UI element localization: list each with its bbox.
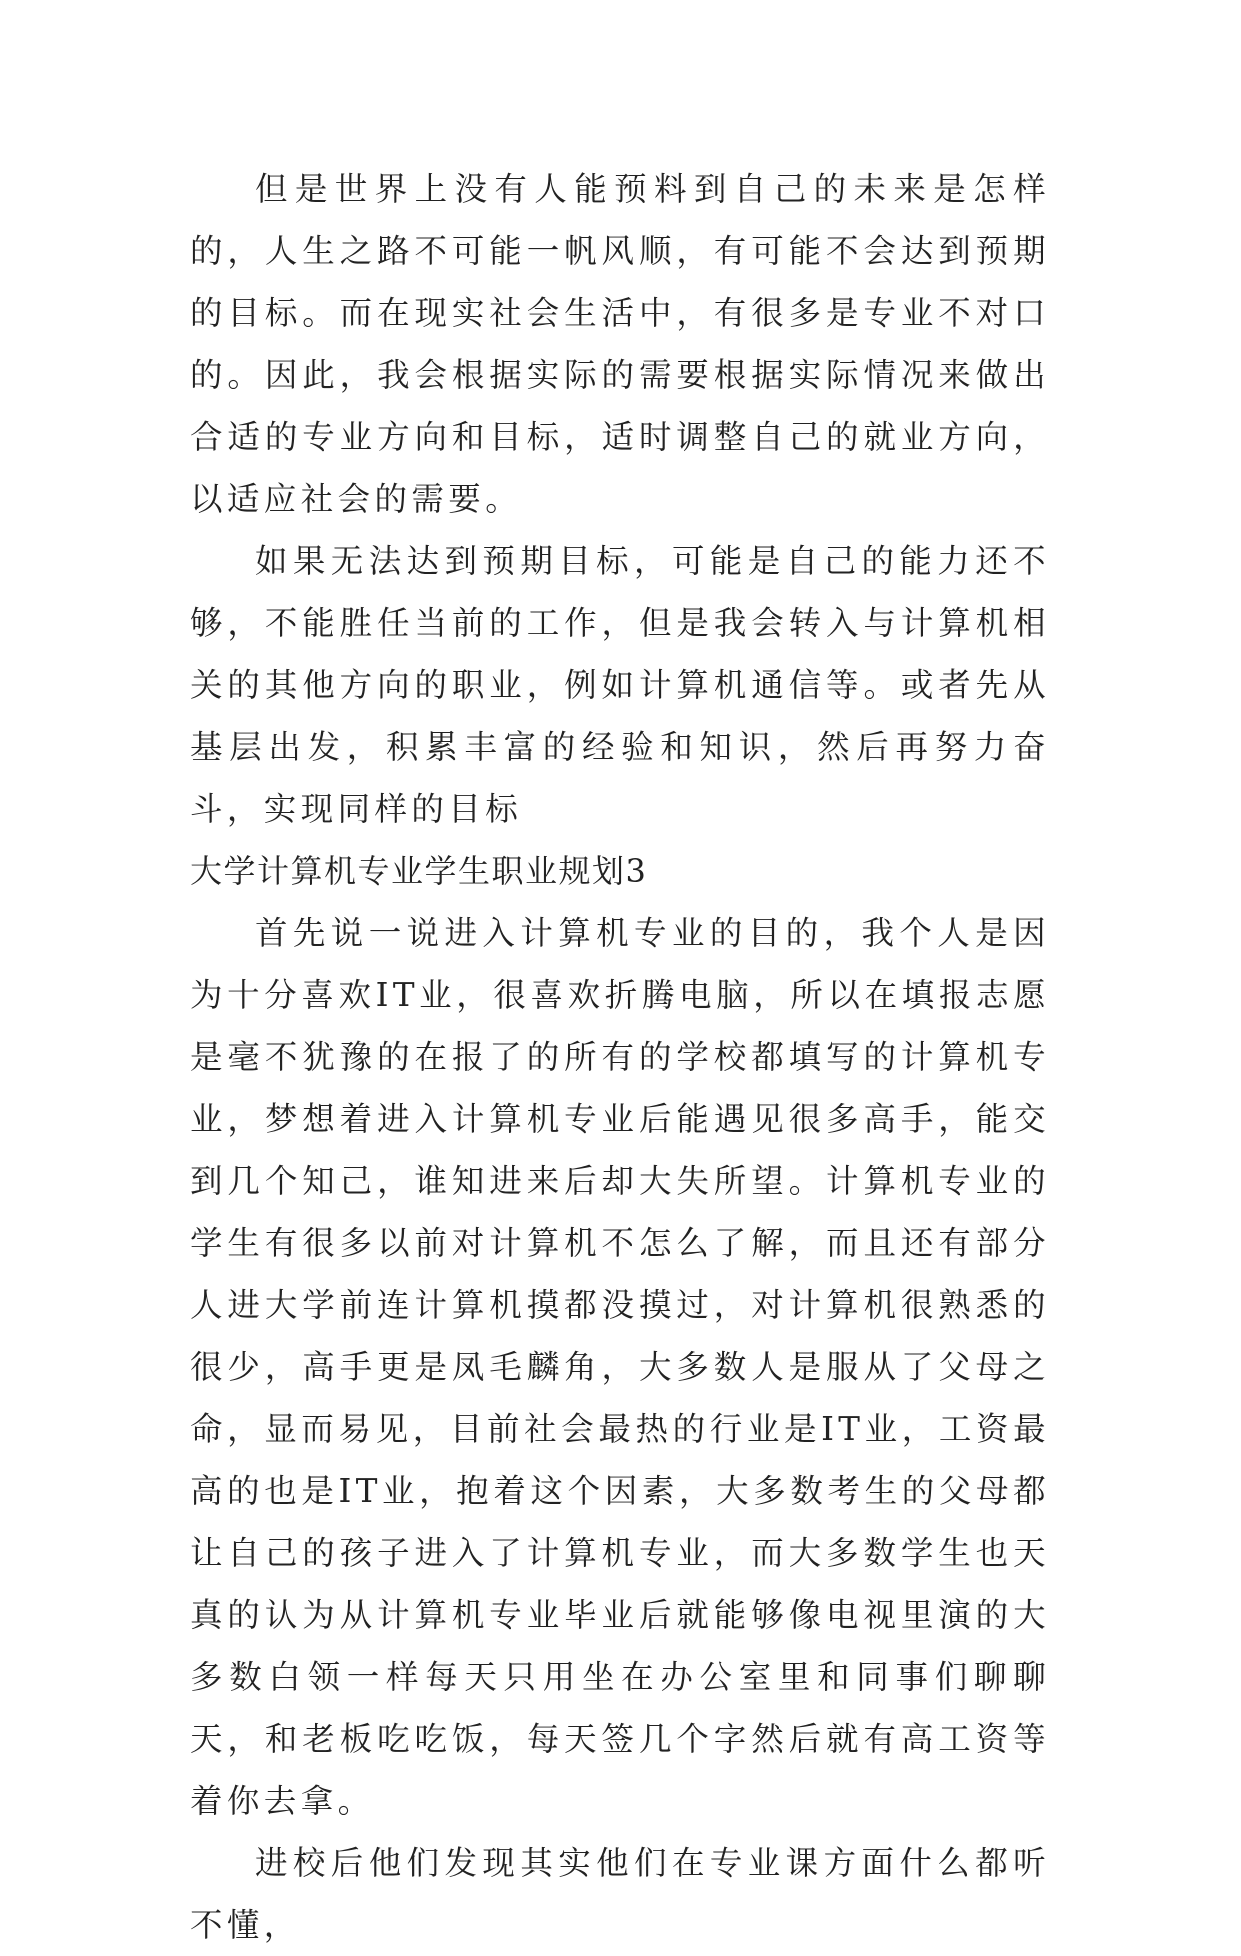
paragraph-fallback-plan: 如果无法达到预期目标，可能是自己的能力还不够，不能胜任当前的工作，但是我会转入与计算机相关的其他方向的职业，例如计算机通信等。或者先从基层出发，积累丰富的经验和知识，然后再努力奋斗，实现同样的目标 (190, 542, 1050, 828)
paragraph-uncertain-future: 但是世界上没有人能预料到自己的未来是怎样的，人生之路不可能一帆风顺，有可能不会达到预期的目标。而在现实社会生活中，有很多是专业不对口的。因此，我会根据实际的需要根据实际情况来做出合适的专业方向和目标，适时调整自己的就业方向，以适应社会的需要。 (190, 170, 1050, 518)
paragraph-major-motivation: 首先说一说进入计算机专业的目的，我个人是因为十分喜欢IT业，很喜欢折腾电脑，所以在填报志愿是毫不犹豫的在报了的所有的学校都填写的计算机专业，梦想着进入计算机专业后能遇见很多高手，能交到几个知己，谁知进来后却大失所望。计算机专业的学生有很多以前对计算机不怎么了解，而且还有部分人进大学前连计算机摸都没摸过，对计算机很熟悉的很少，高手更是凤毛麟角，大多数人是服从了父母之命，显而易见，目前社会最热的行业是IT业，工资最高的也是IT业，抱着这个因素，大多数考生的父母都让自己的孩子进入了计算机专业，而大多数学生也天真的认为从计算机专业毕业后就能够像电视里演的大多数白领一样每天只用坐在办公室里和同事们聊聊天，和老板吃吃饭，每天签几个字然后就有高工资等着你去拿。 (190, 914, 1050, 1820)
section-heading: 大学计算机专业学生职业规划3 (190, 852, 648, 890)
document-page (190, 158, 1050, 1956)
paragraph-after-enrollment: 进校后他们发现其实他们在专业课方面什么都听不懂， (190, 1844, 1050, 1944)
